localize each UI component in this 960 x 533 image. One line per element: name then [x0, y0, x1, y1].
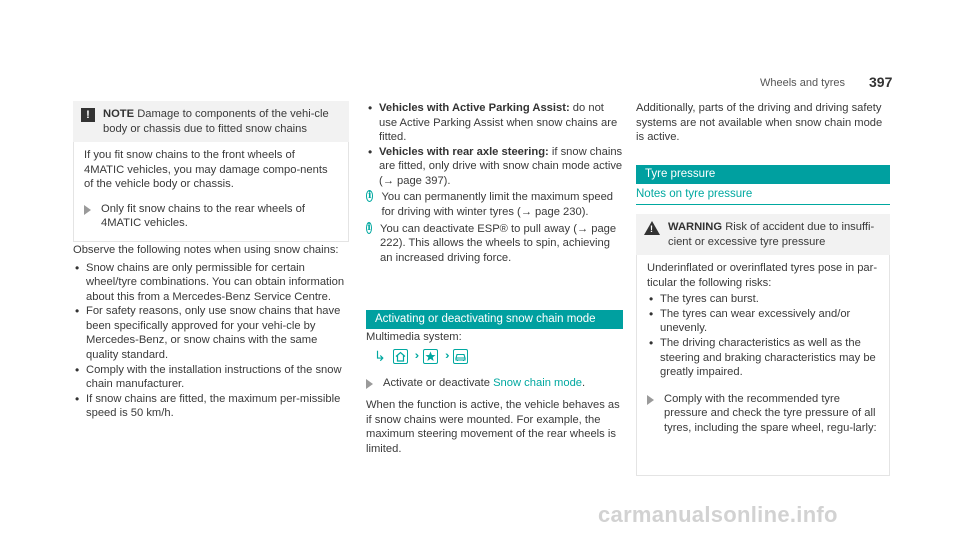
home-icon [393, 349, 408, 364]
star-icon [423, 349, 438, 364]
info-note: i You can deactivate ESP® to pull away (→ page 222). This allows the wheels to spin, achieving an increased driving force. [367, 222, 617, 264]
risk-list [647, 292, 879, 379]
watermark: carmanualsonline.info [598, 502, 838, 527]
subsection-title-tyre-pressure-notes: Notes on tyre pressure [636, 187, 890, 205]
section-title-snow-chain-mode: Activating or deactivating snow chain mode [366, 310, 623, 329]
note-step: Only fit snow chains to the rear wheels of 4MATIC vehicles. [101, 202, 305, 230]
list-item: • Vehicles with rear axle steering: if snow chains are fitted, only drive with snow chain mode active (→ page 397). [366, 145, 624, 189]
vehicle-notes-list [366, 101, 624, 188]
path-start-arrow-icon: ↳ [374, 348, 386, 365]
info-note: i You can permanently limit the maximum speed for driving with winter tyres (→ page 230). [366, 190, 624, 219]
chevron-right-icon: ›› [414, 349, 417, 362]
snow-chain-mode-description: When the function is active, the vehicle behaves as if snow chains were mounted. For example, the maximum steering movement of the rear wheels is limited. [366, 399, 620, 455]
note-label: NOTE [103, 108, 135, 120]
list-item: • Snow chains are only permissible for certain wheel/tyre combinations. You can obtain information about this from a Mercedes-Benz Service Centre. [73, 261, 351, 305]
col3-intro: Additionally, parts of the driving and driving safety systems are not available when snow chain mode is active. [636, 102, 883, 144]
info-icon: i [367, 222, 371, 233]
menu-path [374, 349, 624, 364]
note-title: Damage to components of the vehi-cle body or chassis due to fitted snow chains [103, 108, 329, 135]
col2-lower [366, 330, 624, 456]
col1-text [73, 243, 351, 421]
warning-box [636, 214, 890, 476]
warning-icon: ! [644, 221, 660, 235]
exclamation-icon: ! [81, 108, 95, 122]
running-header: Wheels and tyres [760, 77, 845, 89]
snow-chain-intro: Observe the following notes when using snow chains: [73, 244, 339, 256]
col2-text [366, 101, 624, 265]
step-arrow-icon [366, 379, 373, 389]
list-item: • Vehicles with Active Parking Assist: do not use Active Parking Assist when snow chains are fitted. [366, 101, 624, 145]
list-item: • The tyres can burst. [647, 292, 879, 307]
snow-chain-mode-link[interactable]: Snow chain mode [493, 376, 583, 389]
warning-step: Comply with the recommended tyre pressure and check the tyre pressure of all tyres, including the spare wheel, regu-larly: [664, 392, 877, 434]
activate-step: Activate or deactivate Snow chain mode. [366, 376, 624, 391]
section-title-tyre-pressure: Tyre pressure [636, 165, 890, 184]
step-arrow-icon [647, 395, 654, 405]
warning-label: WARNING [668, 221, 723, 233]
list-item: • The driving characteristics as well as the steering and braking characteristics may be greatly impaired. [647, 336, 879, 380]
list-item: • The tyres can wear excessively and/or unevenly. [647, 307, 879, 336]
multimedia-label: Multimedia system: [366, 331, 462, 343]
chevron-right-icon: ›› [445, 349, 447, 362]
car-settings-icon [453, 349, 468, 364]
warning-body: Underinflated or overinflated tyres pose in par-ticular the following risks: [647, 262, 878, 289]
warning-title: Risk of accident due to insuffi-cient or excessive tyre pressure [668, 221, 875, 248]
list-item: • For safety reasons, only use snow chains that have been specifically approved for your vehi-cle by Mercedes-Benz, or snow chains with the same quality standard. [73, 304, 351, 362]
step-arrow-icon [84, 205, 91, 215]
page-number: 397 [869, 74, 893, 90]
list-item: • Comply with the installation instructions of the snow chain manufacturer. [73, 363, 351, 392]
note-body: If you fit snow chains to the front wheels of 4MATIC vehicles, you may damage compo-nents of the vehicle body or chassis. [84, 149, 328, 191]
info-icon: i [366, 190, 373, 202]
snow-chain-list [73, 261, 351, 421]
list-item: • If snow chains are fitted, the maximum per-missible speed is 50 km/h. [73, 392, 351, 421]
note-box [73, 101, 349, 242]
